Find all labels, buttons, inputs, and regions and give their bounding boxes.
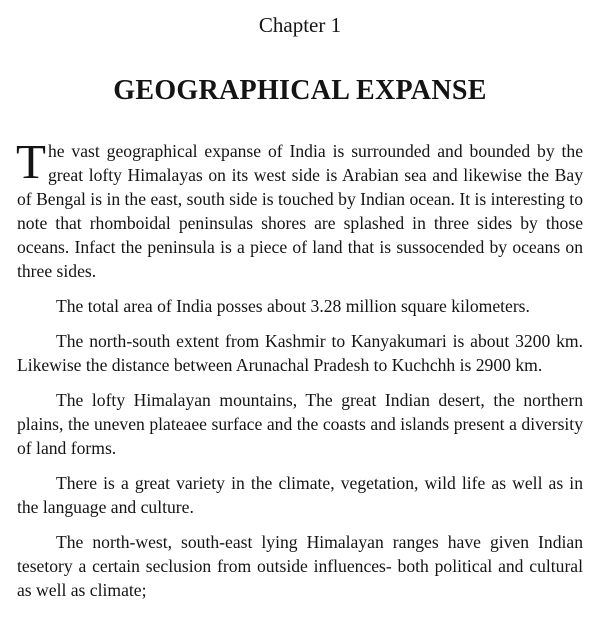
paragraph-5: There is a great variety in the climate, vegetation, wild life as well as in the language and culture.: [17, 473, 583, 517]
chapter-title: GEOGRAPHICAL EXPANSE: [113, 75, 487, 106]
paragraph-4: The lofty Himalayan mountains, The great Indian desert, the northern plains, the uneven plateaee surface and the coasts and islands present a diversity of land forms.: [17, 390, 583, 458]
drop-cap: T: [16, 134, 46, 189]
chapter-body: [16, 134, 583, 613]
paragraph-6: The north-west, south-east lying Himalayan ranges have given Indian tesetory a certain seclusion from outside influences- both political and cultural as well as climate;: [17, 532, 583, 600]
paragraph-2: The total area of India posses about 3.28 million square kilometers.: [56, 296, 530, 316]
paragraph-1: [16, 134, 583, 283]
chapter-label: Chapter 1: [258, 13, 342, 37]
paragraph-3: The north-south extent from Kashmir to Kanyakumari is about 3200 km. Likewise the distance between Arunachal Pradesh to Kuchchh is 2900 km.: [17, 331, 583, 375]
paragraph-1-text: he vast geographical expanse of India is surrounded and bounded by the great lofty Himalayas on its west side is Arabian sea and likewise the Bay of Bengal is in the east, south side is touched by Indian ocean. It is interesting to note that rhomboidal peninsulas shores are splashed in three sides by those oceans. Infact the peninsula is a piece of land that is sussocended by oceans on three sides.: [17, 141, 583, 281]
